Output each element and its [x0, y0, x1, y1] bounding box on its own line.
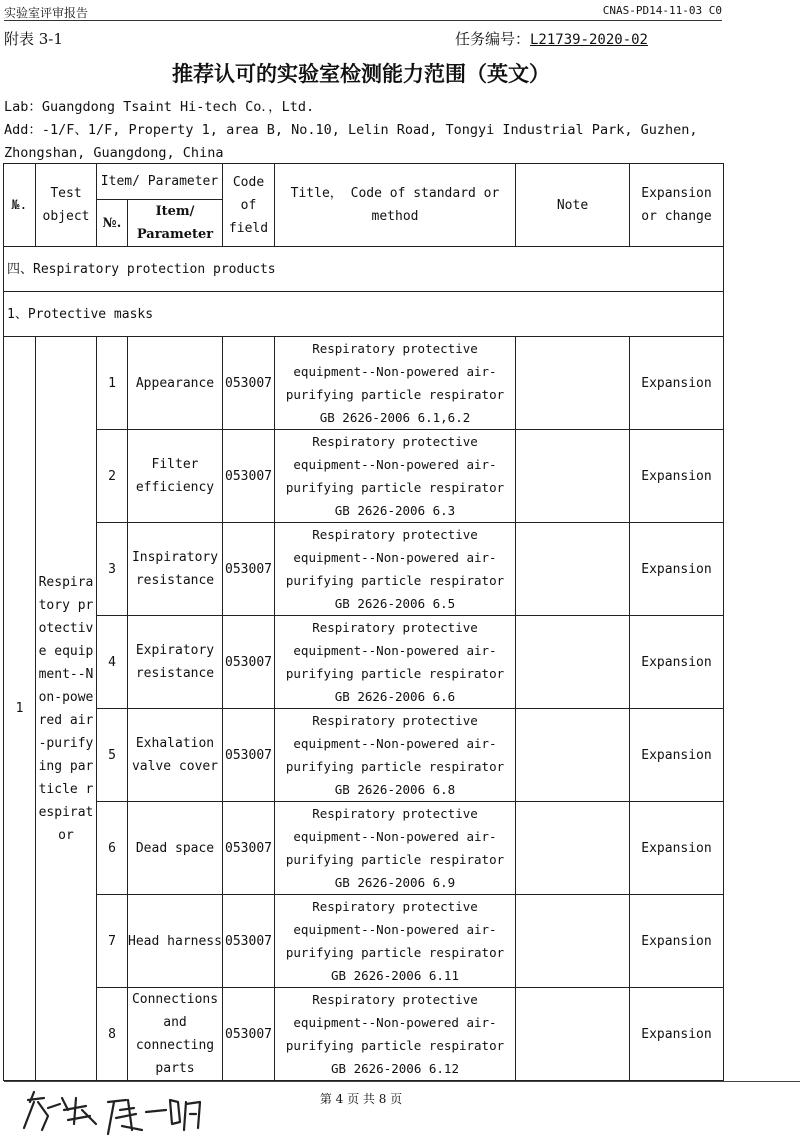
- code-cell: 053007: [223, 523, 275, 616]
- change-cell: Expansion: [630, 337, 724, 430]
- note-cell: [516, 523, 630, 616]
- col-header-item-parameter: Item/ Parameter: [97, 164, 223, 200]
- item-no-cell: 5: [97, 709, 128, 802]
- header-left: 实验室评审报告: [4, 6, 89, 20]
- table-row: [4, 709, 724, 802]
- table-row: [4, 523, 724, 616]
- annex-label: 附表 3-1: [4, 30, 63, 48]
- method-cell: Respiratory protective equipment--Non-powered air-purifying particle respirator GB 2626-2006 6.8: [275, 709, 516, 802]
- note-cell: [516, 802, 630, 895]
- page-number: 第 4 页 共 8 页: [319, 1092, 403, 1106]
- item-no-cell: 1: [97, 337, 128, 430]
- table-row: [4, 337, 724, 430]
- method-cell: Respiratory protective equipment--Non-powered air-purifying particle respirator GB 2626-2006 6.3: [275, 430, 516, 523]
- col-header-code: Code of field: [223, 164, 275, 247]
- method-cell: Respiratory protective equipment--Non-powered air-purifying particle respirator GB 2626-2006 6.1,6.2: [275, 337, 516, 430]
- page-header: [4, 2, 722, 21]
- table-row: [4, 430, 724, 523]
- change-cell: Expansion: [630, 430, 724, 523]
- col-header-sub-item: Item/ Parameter: [128, 200, 223, 247]
- method-cell: Respiratory protective equipment--Non-powered air-purifying particle respirator GB 2626-2006 6.5: [275, 523, 516, 616]
- code-cell: 053007: [223, 430, 275, 523]
- test-object-cell: Respiratory protective equipment--Non-powered air-purifying particle respirator: [36, 337, 97, 1081]
- task-number-value: L21739-2020-02: [529, 32, 648, 48]
- item-no-cell: 8: [97, 988, 128, 1081]
- table-row: [4, 802, 724, 895]
- code-cell: 053007: [223, 988, 275, 1081]
- lab-address: Add：-1/F、1/F, Property 1, area B, No.10, Lelin Road, Tongyi Industrial Park, Guzhen, Zhongshan, Guangdong, China: [4, 122, 698, 161]
- change-cell: Expansion: [630, 616, 724, 709]
- code-cell: 053007: [223, 337, 275, 430]
- task-label: 任务编号：: [454, 30, 530, 48]
- item-parameter-cell: Connections and connecting parts: [128, 988, 223, 1081]
- note-cell: [516, 430, 630, 523]
- item-no-cell: 6: [97, 802, 128, 895]
- col-header-note: Note: [516, 164, 630, 247]
- change-cell: Expansion: [630, 988, 724, 1081]
- scope-table: [3, 163, 724, 1081]
- item-parameter-cell: Head harness: [128, 895, 223, 988]
- col-header-expansion: Expansion or change: [630, 164, 724, 247]
- code-cell: 053007: [223, 616, 275, 709]
- method-cell: Respiratory protective equipment--Non-powered air-purifying particle respirator GB 2626-2006 6.12: [275, 988, 516, 1081]
- col-header-title: Title， Code of standard or method: [275, 164, 516, 247]
- code-cell: 053007: [223, 802, 275, 895]
- table-row: [4, 895, 724, 988]
- item-no-cell: 2: [97, 430, 128, 523]
- item-parameter-cell: Dead space: [128, 802, 223, 895]
- col-header-sub-no: №.: [97, 200, 128, 247]
- item-parameter-cell: Appearance: [128, 337, 223, 430]
- item-no-cell: 3: [97, 523, 128, 616]
- item-no-cell: 7: [97, 895, 128, 988]
- item-parameter-cell: Filter efficiency: [128, 430, 223, 523]
- change-cell: Expansion: [630, 895, 724, 988]
- item-parameter-cell: Inspiratory resistance: [128, 523, 223, 616]
- code-cell: 053007: [223, 895, 275, 988]
- task-number: [455, 28, 648, 49]
- code-cell: 053007: [223, 709, 275, 802]
- page-title: 推荐认可的实验室检测能力范围（英文）: [172, 62, 550, 86]
- note-cell: [516, 988, 630, 1081]
- col-header-no: №.: [4, 164, 36, 247]
- note-cell: [516, 616, 630, 709]
- note-cell: [516, 895, 630, 988]
- group-number: 1: [4, 337, 36, 1081]
- table-row: [4, 988, 724, 1081]
- note-cell: [516, 337, 630, 430]
- handwritten-signature: [4, 1080, 204, 1140]
- col-header-test-object: Test object: [36, 164, 97, 247]
- change-cell: Expansion: [630, 802, 724, 895]
- item-no-cell: 4: [97, 616, 128, 709]
- subsection-row: 1、Protective masks: [4, 292, 724, 337]
- method-cell: Respiratory protective equipment--Non-powered air-purifying particle respirator GB 2626-2006 6.6: [275, 616, 516, 709]
- change-cell: Expansion: [630, 709, 724, 802]
- change-cell: Expansion: [630, 523, 724, 616]
- section-row: 四、Respiratory protection products: [4, 247, 724, 292]
- lab-name: Lab：Guangdong Tsaint Hi-tech Co．，Ltd.: [4, 99, 315, 115]
- item-parameter-cell: Expiratory resistance: [128, 616, 223, 709]
- table-row: [4, 616, 724, 709]
- header-form-code: CNAS-PD14-11-03 C0: [602, 4, 722, 17]
- method-cell: Respiratory protective equipment--Non-powered air-purifying particle respirator GB 2626-2006 6.11: [275, 895, 516, 988]
- item-parameter-cell: Exhalation valve cover: [128, 709, 223, 802]
- method-cell: Respiratory protective equipment--Non-powered air-purifying particle respirator GB 2626-2006 6.9: [275, 802, 516, 895]
- note-cell: [516, 709, 630, 802]
